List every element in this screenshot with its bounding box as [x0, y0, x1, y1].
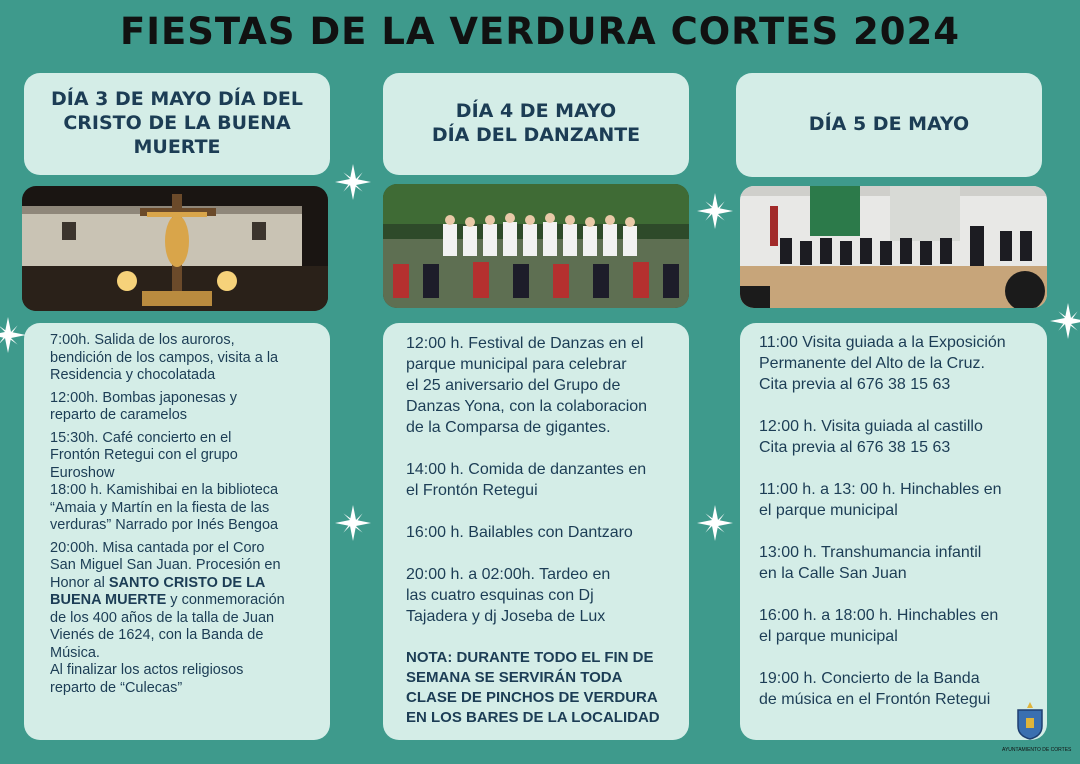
day1-item: 7:00h. Salida de los auroros, bendición de los campos, visita a la Residencia y chocolatada [50, 332, 279, 383]
day3-schedule [740, 323, 1047, 740]
day2-note: NOTA: DURANTE TODO EL FIN DE SEMANA SE SERVIRÁN TODA CLASE DE PINCHOS DE VERDURA EN LOS BARES DE LA LOCALIDAD [406, 649, 660, 726]
day2-header-text: DÍA 4 DE MAYO DÍA DEL DANZANTE [431, 100, 641, 146]
day1-item-last-text: 20:00h. Misa cantada por el Coro San Miguel San Juan. Procesión en Honor al [50, 539, 281, 591]
dancers-photo [383, 184, 689, 308]
day3-item: 19:00 h. Concierto de la Banda de música en el Frontón Retegui [759, 670, 991, 708]
band-photo [740, 186, 1047, 308]
day3-item: 12:00 h. Visita guiada al castillo Cita previa al 676 38 15 63 [759, 418, 983, 456]
day3-item: 16:00 h. a 18:00 h. Hinchables en el parque municipal [759, 607, 999, 645]
star-icon [333, 503, 373, 543]
town-logo [1002, 700, 1072, 753]
day3-item: 11:00 Visita guiada a la Exposición Permanente del Alto de la Cruz. Cita previa al 676 38 15 63 [759, 334, 1006, 393]
star-icon [0, 315, 28, 355]
day3-item: 13:00 h. Transhumancia infantil en la Calle San Juan [759, 544, 982, 582]
day1-schedule [24, 323, 330, 740]
day1-item-last [50, 540, 320, 698]
day1-item: 15:30h. Café concierto en el Frontón Retegui con el grupo Euroshow 18:00 h. Kamishibai en la biblioteca “Amaia y Martín en la fiesta de las verduras” Narrado por Inés Bengoa [50, 429, 279, 533]
star-icon [333, 162, 373, 202]
star-icon [695, 191, 735, 231]
day1-header [24, 73, 330, 175]
day3-header-text: DÍA 5 DE MAYO [808, 113, 970, 136]
day2-item: 20:00 h. a 02:00h. Tardeo en las cuatro esquinas con Dj Tajadera y dj Joseba de Lux [406, 566, 611, 625]
day1-item: 12:00h. Bombas japonesas y reparto de caramelos [50, 389, 238, 423]
crucifix-photo [22, 186, 328, 311]
day2-item: 14:00 h. Comida de danzantes en el Frontón Retegui [406, 461, 647, 499]
day1-header-text: DÍA 3 DE MAYO DÍA DEL CRISTO DE LA BUENA MUERTE [50, 88, 304, 158]
day2-header [383, 73, 689, 175]
star-icon [1048, 301, 1080, 341]
town-crest-icon [1015, 700, 1045, 740]
page-title: FIESTAS DE LA VERDURA CORTES 2024 [119, 10, 961, 53]
day1-item-last-text-end: y conmemoración de los 400 años de la talla de Juan Vienés de 1624, con la Banda de Música. Al finalizar los actos religiosos reparto de “Culecas” [50, 592, 285, 696]
day2-schedule [383, 323, 689, 740]
star-icon [695, 503, 735, 543]
day3-item: 11:00 h. a 13: 00 h. Hinchables en el parque municipal [759, 481, 1002, 519]
day3-header [736, 73, 1042, 177]
day2-item: 16:00 h. Bailables con Dantzaro [406, 524, 633, 541]
day1-item-last-highlight: SANTO CRISTO DE LA BUENA MUERTE [50, 574, 266, 608]
day2-item: 12:00 h. Festival de Danzas en el parque municipal para celebrar el 25 aniversario del Grupo de Danzas Yona, con la colaboracion de la Comparsa de gigantes. [406, 335, 648, 436]
logo-label: AYUNTAMIENTO DE CORTES [1002, 747, 1072, 753]
